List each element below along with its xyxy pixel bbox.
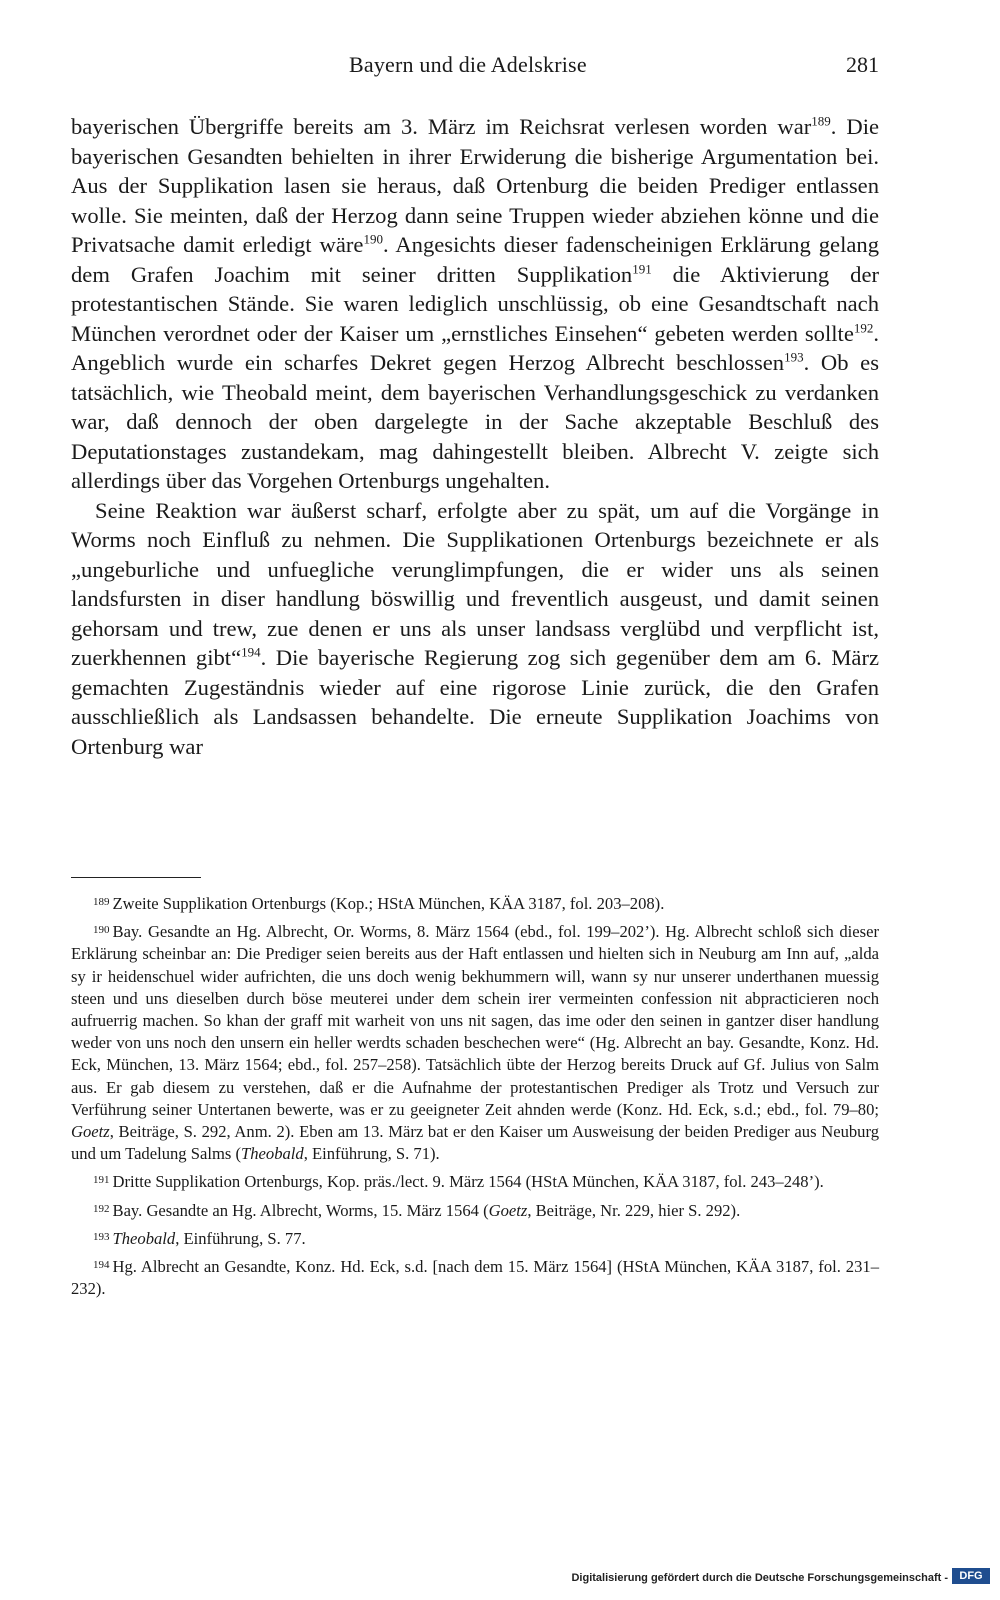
footnote-reference[interactable]: 191 <box>632 260 652 276</box>
footnote-reference[interactable]: 189 <box>811 113 831 129</box>
footnote-text: Bay. Gesandte an Hg. Albrecht, Or. Worms, 8. März 1564 (ebd., fol. 199–202’). Hg. Albrecht schloß sich dieser Erklärung scheinbar an: Die Prediger seien bereits aus der Haft entlassen und hielten sich in Neuburg am Inn auf, „alda sy ir heidenschuel wider aufrichten, die uns doch wenig bekhummern will, wann sy nur unserer underthanen muessig steen und uns dieselben durch böse meuterei under dem schein irer vermeinten confession nit abpracticieren noch aufruerrig machen. So khan der graff mit warheit von uns nit sagen, das ime oder den seinen in gantzer diser handlung weder von uns noch den unsern ein heller werdts schaden beschechen were“ (Hg. Albrecht an bay. Gesandte, Konz. Hd. Eck, München, 13. März 1564; ebd., fol. 257–258). Tatsächlich übte der Herzog bereits Druck auf Gf. Julius von Salm aus. Er gab diesem zu verstehen, daß er die Aufnahme der protestantischen Prediger als Trotz und Versuch zur Verführung seiner Untertanen bewerte, was er zu geeigneter Zeit ahnden werde (Konz. Hd. Eck, s.d.; ebd., fol. 79–80; Goetz, Beiträge, S. 292, Anm. 2). Eben am 13. März bat er den Kaiser um Ausweisung der beiden Prediger aus Neuburg und um Tadelung Salms (Theobald, Einführung, S. 71). <box>71 922 879 1164</box>
footnote-text: Zweite Supplikation Ortenburgs (Kop.; HStA München, KÄA 3187, fol. 203–208). <box>112 894 665 913</box>
footnote-reference[interactable]: 190 <box>363 231 383 247</box>
italic-author: Goetz <box>488 1200 528 1220</box>
footnote-193 <box>71 1226 879 1250</box>
footnote-189 <box>71 891 879 915</box>
footnote-number: 190 <box>93 924 110 937</box>
footnote-number: 193 <box>93 1230 110 1243</box>
digitization-credit: Digitalisierung gefördert durch die Deutsche Forschungsgemeinschaft - <box>571 1572 948 1584</box>
running-head-title: Bayern und die Adelskrise <box>349 52 587 77</box>
footnote-number: 194 <box>93 1259 110 1272</box>
dfg-logo: DFG <box>952 1568 990 1584</box>
page-number: 281 <box>846 52 879 77</box>
paragraph-1: bayerischen Übergriffe bereits am 3. März im Reichsrat verlesen worden war$^{189}$. Die bayerischen Gesandten behielten in ihrer Erwiderung die bisherige Argumentation bei. Aus der Supplikation lasen sie heraus, daß Ortenburg die beiden Prediger entlassen wolle. Sie meinten, daß der Herzog dann seine Truppen wieder abziehen könne und die Privatsache damit erledigt wäre$^{190}$. Angesichts dieser fadenscheinigen Erklärung gelang dem Grafen Joachim mit seiner dritten Supplikation$^{191}$ die Aktivierung der protestantischen Stände. Sie waren lediglich unschlüssig, ob eine Gesandtschaft nach München verordnet oder der Kaiser um „ernstliches Einsehen“ gebeten werden sollte$^{192}$. Angeblich wurde ein scharfes Dekret gegen Herzog Albrecht beschlossen$^{193}$. Ob es tatsächlich, wie Theobald meint, dem bayerischen Verhandlungsgeschick zu verdanken war, daß dennoch der oben dargelegte in der Sache akzeptable Beschluß des Deputationstages zustandekam, mag dahingestellt bleiben. Albrecht V. zeigte sich allerdings über das Vorgehen Ortenburgs ungehalten. <box>71 113 880 493</box>
footnote-194 <box>71 1254 879 1300</box>
footnote-separator <box>71 877 201 878</box>
footnote-number: 191 <box>93 1174 110 1187</box>
footnote-reference[interactable]: 194 <box>241 644 261 660</box>
footnotes <box>71 891 879 1304</box>
italic-author: Theobald <box>112 1228 176 1248</box>
footnote-number: 189 <box>93 896 110 908</box>
paragraph-2: Seine Reaktion war äußerst scharf, erfolgte aber zu spät, um auf die Vorgänge in Worms noch Einfluß zu nehmen. Die Supplikationen Ortenburgs bezeichnete er als „ungeburliche und unfuegliche verunglimpfungen, die er wider uns als seinen landsfursten in diser handlung böswillig und freventlich ausgeust, und damit seinen gehorsam und trew, zue denen er uns als unser landsass verglübd und verpflicht ist, zuerkhennen gibt“$^{194}$. Die bayerische Regierung zog sich gegenüber dem am 6. März gemachten Zugeständnis wieder auf eine rigorose Linie zurück, die den Grafen ausschließlich als Landsassen behandelte. Die erneute Supplikation Joachims von Ortenburg war <box>71 497 879 759</box>
italic-author: Goetz <box>71 1122 110 1142</box>
footnote-number: 192 <box>93 1202 110 1215</box>
digitization-footer <box>0 1564 1000 1584</box>
footnote-text: Theobald, Einführung, S. 77. <box>112 1228 306 1248</box>
italic-author: Theobald <box>241 1144 304 1164</box>
main-text <box>71 112 879 761</box>
footnote-191 <box>71 1169 879 1193</box>
footnote-text: Hg. Albrecht an Gesandte, Konz. Hd. Eck, s.d. [nach dem 15. März 1564] (HStA München, KÄA 3187, fol. 231–232). <box>71 1257 879 1299</box>
footnote-reference[interactable]: 192 <box>853 319 874 335</box>
footnote-reference[interactable]: 193 <box>784 349 804 365</box>
footnote-192 <box>71 1198 879 1222</box>
running-header <box>349 52 879 86</box>
footnote-text: Bay. Gesandte an Hg. Albrecht, Worms, 15. März 1564 (Goetz, Beiträge, Nr. 229, hier S. 292). <box>112 1200 741 1220</box>
footnote-190 <box>71 919 879 1165</box>
footnote-text: Dritte Supplikation Ortenburgs, Kop. präs./lect. 9. März 1564 (HStA München, KÄA 3187, fol. 243–248’). <box>112 1172 824 1192</box>
